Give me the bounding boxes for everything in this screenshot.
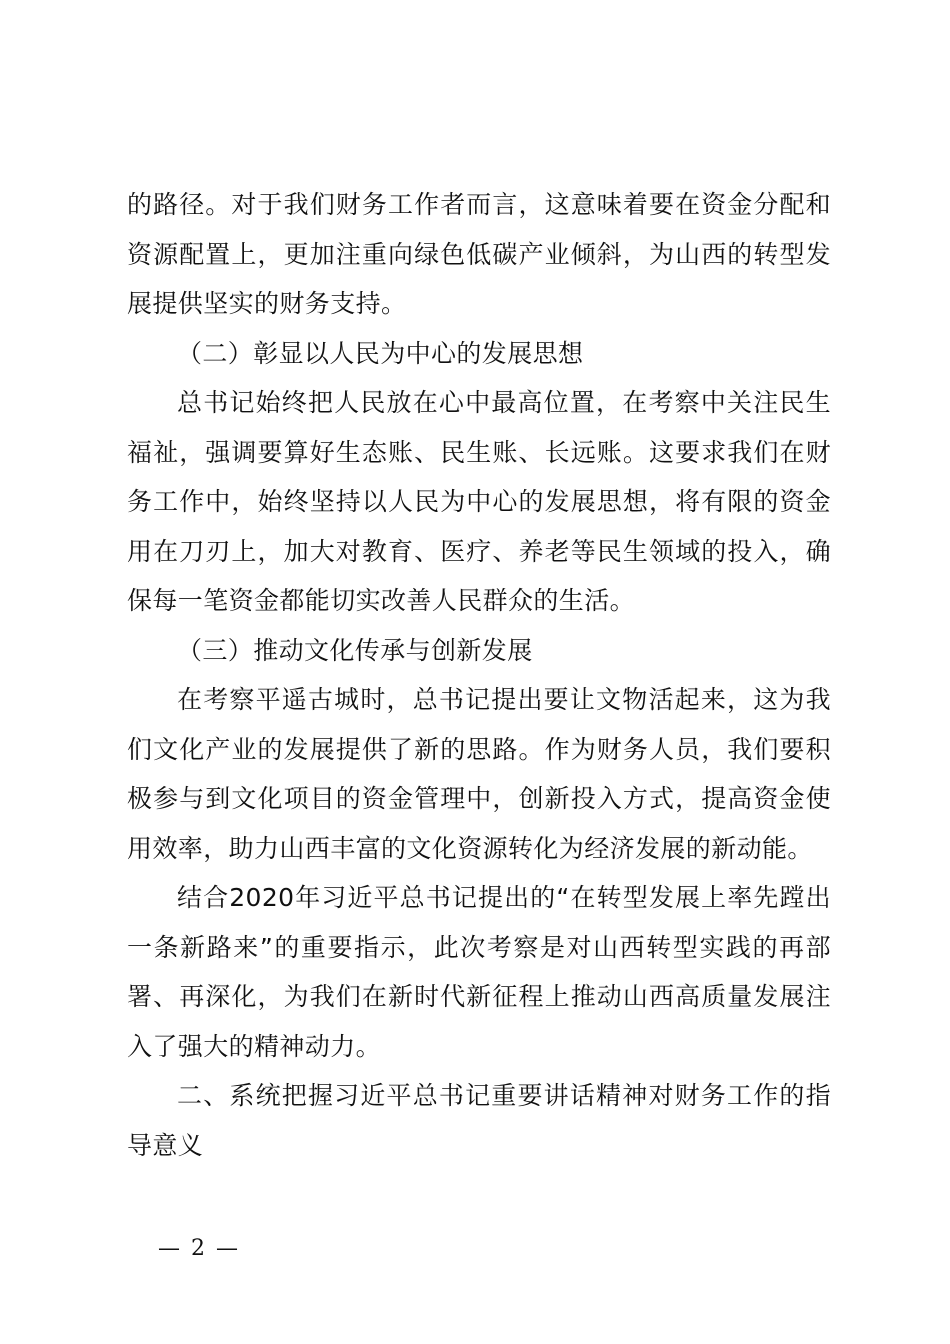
page-number: — 2 — [158,1236,240,1261]
paragraph-culture: 在考察平遥古城时，总书记提出要让文物活起来，这为我们文化产业的发展提供了新的思路。作为财务人员，我们要积极参与到文化项目的资金管理中，创新投入方式，提高资金使用效率，助力山西丰富的文化资源转化为经济发展的新动能。 [127,685,831,863]
paragraph-2020-instruction: 结合2020年习近平总书记提出的“在转型发展上率先蹚出一条新路来”的重要指示，此次考察是对山西转型实践的再部署、再深化，为我们在新时代新征程上推动山西高质量发展注入了强大的精神动力。 [127,883,831,1061]
body-text [127,180,831,1170]
paragraph-people-centered: 总书记始终把人民放在心中最高位置，在考察中关注民生福祉，强调要算好生态账、民生账、长远账。这要求我们在财务工作中，始终坚持以人民为中心的发展思想，将有限的资金用在刀刃上，加大对教育、医疗、养老等民生领域的投入，确保每一笔资金都能切实改善人民群众的生活。 [127,388,831,615]
paragraph-continuation: 的路径。对于我们财务工作者而言，这意味着要在资金分配和资源配置上，更加注重向绿色低碳产业倾斜，为山西的转型发展提供坚实的财务支持。 [127,190,831,318]
chapter-heading-two: 二、系统把握习近平总书记重要讲话精神对财务工作的指导意义 [127,1081,831,1160]
section-heading-3: （三）推动文化传承与创新发展 [177,635,533,665]
section-heading-2: （二）彰显以人民为中心的发展思想 [177,338,584,368]
